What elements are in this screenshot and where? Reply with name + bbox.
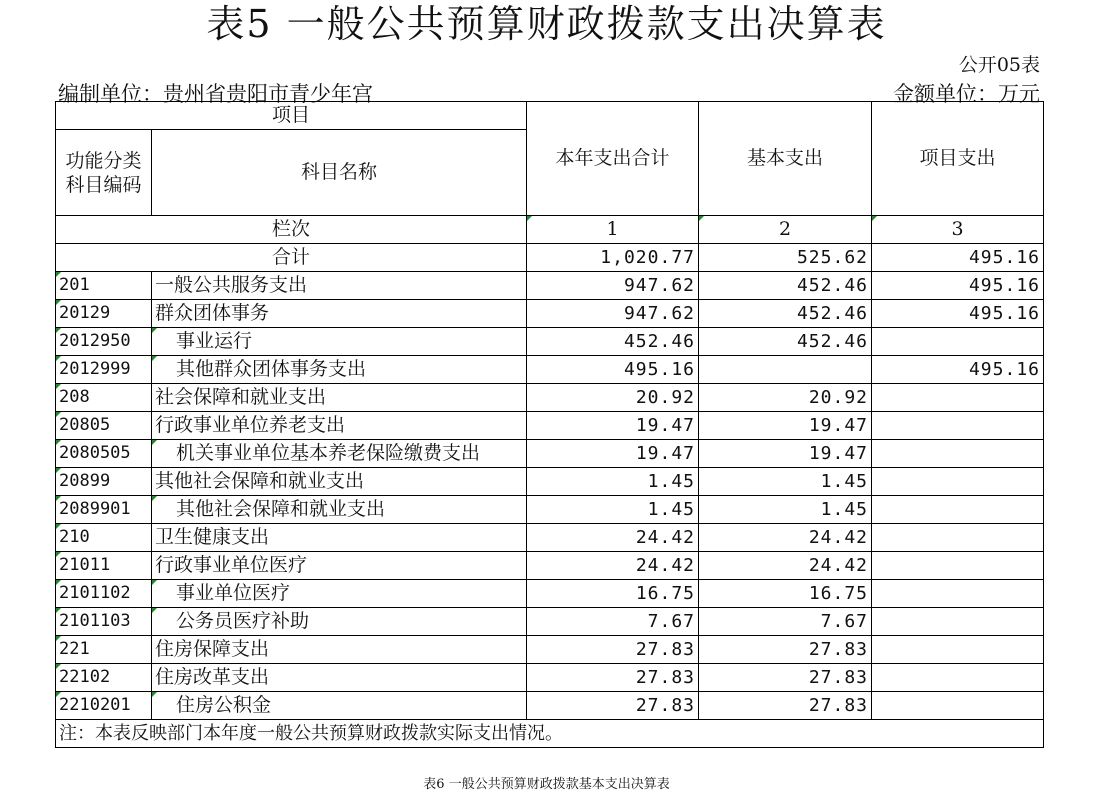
unit-label: 金额单位：万元 bbox=[893, 82, 1040, 106]
project-amount bbox=[872, 496, 1044, 524]
total-amount: 495.16 bbox=[527, 356, 699, 384]
basic-amount: 7.67 bbox=[699, 608, 872, 636]
total-amount: 947.62 bbox=[527, 300, 699, 328]
project-amount: 495.16 bbox=[872, 356, 1044, 384]
table-row bbox=[56, 300, 1044, 328]
total-amount: 452.46 bbox=[527, 328, 699, 356]
table-row bbox=[56, 272, 1044, 300]
subject-code: 20805 bbox=[56, 412, 152, 440]
project-amount: 495.16 bbox=[872, 300, 1044, 328]
note-row bbox=[56, 720, 1044, 748]
subject-name: 其他社会保障和就业支出 bbox=[152, 496, 527, 524]
total-amount: 947.62 bbox=[527, 272, 699, 300]
project-amount bbox=[872, 468, 1044, 496]
subject-name: 公务员医疗补助 bbox=[152, 608, 527, 636]
total-amount: 16.75 bbox=[527, 580, 699, 608]
col-index-3: 3 bbox=[872, 216, 1044, 244]
form-number: 公开05表 bbox=[958, 54, 1040, 76]
project-amount bbox=[872, 636, 1044, 664]
project-amount bbox=[872, 328, 1044, 356]
table-row bbox=[56, 552, 1044, 580]
total-basic: 525.62 bbox=[699, 244, 872, 272]
subject-name: 住房改革支出 bbox=[152, 664, 527, 692]
total-amount: 27.83 bbox=[527, 692, 699, 720]
total-amount: 7.67 bbox=[527, 608, 699, 636]
subject-name: 事业运行 bbox=[152, 328, 527, 356]
subject-code: 22102 bbox=[56, 664, 152, 692]
document-title: 表5 一般公共预算财政拨款支出决算表 bbox=[206, 2, 887, 46]
basic-amount: 19.47 bbox=[699, 412, 872, 440]
subject-name: 卫生健康支出 bbox=[152, 524, 527, 552]
subject-name: 住房保障支出 bbox=[152, 636, 527, 664]
subject-name: 群众团体事务 bbox=[152, 300, 527, 328]
table-row bbox=[56, 692, 1044, 720]
total-amount: 27.83 bbox=[527, 664, 699, 692]
table-row bbox=[56, 440, 1044, 468]
table-note: 注：本表反映部门本年度一般公共预算财政拨款实际支出情况。 bbox=[56, 720, 1044, 748]
table-row bbox=[56, 468, 1044, 496]
basic-amount: 452.46 bbox=[699, 272, 872, 300]
basic-amount: 27.83 bbox=[699, 692, 872, 720]
project-amount: 495.16 bbox=[872, 272, 1044, 300]
subject-code: 221 bbox=[56, 636, 152, 664]
subject-name: 机关事业单位基本养老保险缴费支出 bbox=[152, 440, 527, 468]
project-amount bbox=[872, 440, 1044, 468]
total-amount: 1,020.77 bbox=[527, 244, 699, 272]
subject-name: 一般公共服务支出 bbox=[152, 272, 527, 300]
total-amount: 24.42 bbox=[527, 552, 699, 580]
table-row bbox=[56, 608, 1044, 636]
project-amount bbox=[872, 580, 1044, 608]
organization-label: 编制单位：贵州省贵阳市青少年宫 bbox=[58, 82, 373, 106]
table-row bbox=[56, 356, 1044, 384]
project-amount bbox=[872, 412, 1044, 440]
project-amount bbox=[872, 608, 1044, 636]
expenditure-table bbox=[55, 101, 1044, 748]
basic-amount: 1.45 bbox=[699, 468, 872, 496]
table-row bbox=[56, 664, 1044, 692]
next-table-caption: 表6 一般公共预算财政拨款基本支出决算表 bbox=[423, 777, 670, 792]
basic-amount: 16.75 bbox=[699, 580, 872, 608]
subject-name: 社会保障和就业支出 bbox=[152, 384, 527, 412]
subject-code: 2012950 bbox=[56, 328, 152, 356]
subject-name: 其他群众团体事务支出 bbox=[152, 356, 527, 384]
basic-amount: 452.46 bbox=[699, 300, 872, 328]
subject-name: 住房公积金 bbox=[152, 692, 527, 720]
header-code bbox=[56, 130, 152, 216]
total-amount: 19.47 bbox=[527, 440, 699, 468]
basic-amount: 24.42 bbox=[699, 552, 872, 580]
total-amount: 1.45 bbox=[527, 496, 699, 524]
total-amount: 20.92 bbox=[527, 384, 699, 412]
header-basic: 基本支出 bbox=[699, 102, 872, 216]
subject-name: 行政事业单位养老支出 bbox=[152, 412, 527, 440]
basic-amount: 27.83 bbox=[699, 636, 872, 664]
total-amount: 19.47 bbox=[527, 412, 699, 440]
total-amount: 27.83 bbox=[527, 636, 699, 664]
col-index-row bbox=[56, 216, 1044, 244]
basic-amount: 1.45 bbox=[699, 496, 872, 524]
table-row bbox=[56, 328, 1044, 356]
subject-code: 2101102 bbox=[56, 580, 152, 608]
subject-code: 201 bbox=[56, 272, 152, 300]
subject-code: 2012999 bbox=[56, 356, 152, 384]
header-name: 科目名称 bbox=[152, 130, 527, 216]
table-row bbox=[56, 384, 1044, 412]
table-row bbox=[56, 496, 1044, 524]
header-project: 项目支出 bbox=[872, 102, 1044, 216]
project-amount bbox=[872, 524, 1044, 552]
subject-code: 2101103 bbox=[56, 608, 152, 636]
basic-amount: 20.92 bbox=[699, 384, 872, 412]
subject-name: 行政事业单位医疗 bbox=[152, 552, 527, 580]
basic-amount: 24.42 bbox=[699, 524, 872, 552]
total-label: 合计 bbox=[56, 244, 527, 272]
subject-code: 210 bbox=[56, 524, 152, 552]
header-total: 本年支出合计 bbox=[527, 102, 699, 216]
subject-code: 20899 bbox=[56, 468, 152, 496]
table-row bbox=[56, 524, 1044, 552]
subject-code: 21011 bbox=[56, 552, 152, 580]
total-project: 495.16 bbox=[872, 244, 1044, 272]
table-row bbox=[56, 580, 1044, 608]
total-amount: 24.42 bbox=[527, 524, 699, 552]
subject-code: 2080505 bbox=[56, 440, 152, 468]
header-code-line1: 功能分类 bbox=[65, 149, 142, 172]
col-index-2: 2 bbox=[699, 216, 872, 244]
project-amount bbox=[872, 692, 1044, 720]
project-amount bbox=[872, 552, 1044, 580]
total-amount: 1.45 bbox=[527, 468, 699, 496]
basic-amount: 27.83 bbox=[699, 664, 872, 692]
subject-name: 事业单位医疗 bbox=[152, 580, 527, 608]
table-row bbox=[56, 636, 1044, 664]
subject-code: 2089901 bbox=[56, 496, 152, 524]
basic-amount bbox=[699, 356, 872, 384]
basic-amount: 19.47 bbox=[699, 440, 872, 468]
subject-name: 其他社会保障和就业支出 bbox=[152, 468, 527, 496]
header-row-top bbox=[56, 102, 1044, 130]
col-index-1: 1 bbox=[527, 216, 699, 244]
basic-amount: 452.46 bbox=[699, 328, 872, 356]
header-item: 项目 bbox=[56, 102, 527, 130]
subject-code: 2210201 bbox=[56, 692, 152, 720]
col-index-label: 栏次 bbox=[56, 216, 527, 244]
table-row bbox=[56, 412, 1044, 440]
header-code-line2: 科目编码 bbox=[65, 173, 142, 196]
project-amount bbox=[872, 664, 1044, 692]
project-amount bbox=[872, 384, 1044, 412]
total-row bbox=[56, 244, 1044, 272]
subject-code: 208 bbox=[56, 384, 152, 412]
subject-code: 20129 bbox=[56, 300, 152, 328]
